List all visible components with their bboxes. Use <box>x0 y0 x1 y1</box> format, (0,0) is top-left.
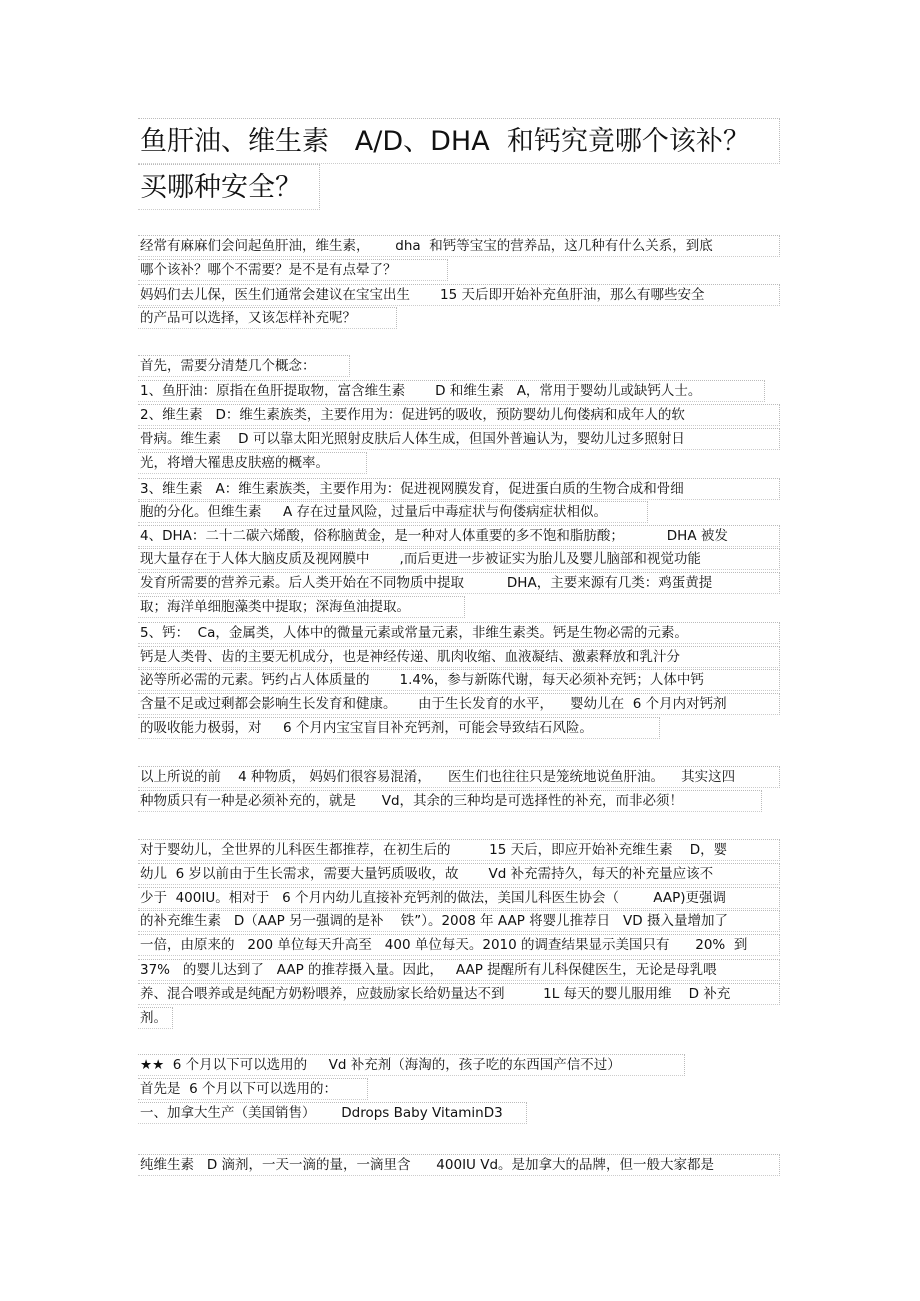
paragraph-line: 的吸收能力极弱，对 6 个月内宝宝盲目补充钙剂，可能会导致结石风险。 <box>138 717 660 739</box>
paragraph-line: 钙是人类骨、齿的主要无机成分，也是神经传递、肌肉收缩、血液凝结、激素释放和乳汁分 <box>138 646 780 668</box>
paragraph-line: 养、混合喂养或是纯配方奶粉喂养，应鼓励家长给奶量达不到 1L 每天的婴儿服用维 D 补充 <box>138 983 780 1005</box>
paragraph-line: 泌等所必需的元素。钙约占人体质量的 1.4%，参与新陈代谢，每天必须补充钙；人体中钙 <box>138 669 780 691</box>
paragraph-line: 经常有麻麻们会问起鱼肝油，维生素， dha 和钙等宝宝的营养品，这几种有什么关系，到底 <box>138 235 780 257</box>
paragraph-line: 4、DHA：二十二碳六烯酸，俗称脑黄金，是一种对人体重要的多不饱和脂肪酸； DHA 被发 <box>138 525 780 547</box>
paragraph-line: 剂。 <box>138 1007 173 1029</box>
paragraph-line: 妈妈们去儿保，医生们通常会建议在宝宝出生 15 天后即开始补充鱼肝油，那么有哪些安全 <box>138 284 780 306</box>
paragraph-line: 发育所需要的营养元素。后人类开始在不同物质中提取 DHA，主要来源有几类：鸡蛋黄提 <box>138 572 780 594</box>
paragraph-line: 以上所说的前 4 种物质， 妈妈们很容易混淆， 医生们也往往只是笼统地说鱼肝油。 其实这四 <box>138 766 780 788</box>
paragraph-line: 一倍，由原来的 200 单位每天升高至 400 单位每天。2010 的调查结果显示美国只有 20% 到 <box>138 934 780 956</box>
paragraph-line: 一、加拿大生产（美国销售） Ddrops Baby VitaminD3 <box>138 1102 527 1124</box>
paragraph-line: ★★ 6 个月以下可以选用的 Vd 补充剂（海淘的，孩子吃的东西国产信不过） <box>138 1054 685 1076</box>
paragraph-line: 幼儿 6 岁以前由于生长需求，需要大量钙质吸收，故 Vd 补充需持久，每天的补充量应该不 <box>138 863 780 885</box>
paragraph-line: 3、维生素 A：维生素族类，主要作用为：促进视网膜发育，促进蛋白质的生物合成和骨细 <box>138 478 780 500</box>
paragraph-line: 骨病。维生素 D 可以靠太阳光照射皮肤后人体生成，但国外普遍认为，婴幼儿过多照射日 <box>138 428 780 450</box>
paragraph-line: 1、鱼肝油：原指在鱼肝提取物，富含维生素 D 和维生素 A，常用于婴幼儿或缺钙人士。 <box>138 380 765 402</box>
paragraph-line: 取；海洋单细胞藻类中提取；深海鱼油提取。 <box>138 596 465 618</box>
paragraph-line: 首先是 6 个月以下可以选用的： <box>138 1078 368 1100</box>
paragraph-line: 哪个该补？哪个不需要？是不是有点晕了？ <box>138 259 448 281</box>
paragraph-line: 的补充维生素 D（AAP 另一强调的是补 铁”）。2008 年 AAP 将婴儿推荐日 VD 摄入量增加了 <box>138 910 780 932</box>
paragraph-line: 胞的分化。但维生素 A 存在过量风险，过量后中毒症状与佝偻病症状相似。 <box>138 501 648 523</box>
paragraph-line: 纯维生素 D 滴剂，一天一滴的量，一滴里含 400IU Vd。是加拿大的品牌，但一般大家都是 <box>138 1154 780 1176</box>
paragraph-line: 少于 400IU。相对于 6 个月内幼儿直接补充钙剂的做法，美国儿科医生协会（ AAP)更强调 <box>138 887 780 909</box>
paragraph-line: 种物质只有一种是必须补充的，就是 Vd，其余的三种均是可选择性的补充，而非必须！ <box>138 790 762 812</box>
paragraph-line: 对于婴幼儿，全世界的儿科医生都推荐，在初生后的 15 天后，即应开始补充维生素 D，婴 <box>138 839 780 861</box>
paragraph-line: 光，将增大罹患皮肤癌的概率。 <box>138 452 367 474</box>
paragraph-line: 含量不足或过剩都会影响生长发育和健康。 由于生长发育的水平， 婴幼儿在 6 个月内对钙剂 <box>138 693 780 715</box>
paragraph-line: 现大量存在于人体大脑皮质及视网膜中 ,而后更进一步被证实为胎儿及婴儿脑部和视觉功能 <box>138 548 780 570</box>
paragraph-line: 37% 的婴儿达到了 AAP 的推荐摄入量。因此， AAP 提醒所有儿科保健医生，无论是母乳喂 <box>138 959 780 981</box>
document-title-line: 买哪种安全？ <box>138 164 320 210</box>
paragraph-line: 首先，需要分清楚几个概念： <box>138 355 350 377</box>
paragraph-line: 的产品可以选择，又该怎样补充呢？ <box>138 307 397 329</box>
paragraph-line: 2、维生素 D：维生素族类，主要作用为：促进钙的吸收，预防婴幼儿佝偻病和成年人的软 <box>138 404 780 426</box>
document-title-line: 鱼肝油、维生素 A/D、DHA 和钙究竟哪个该补？ <box>138 118 780 164</box>
paragraph-line: 5、钙： Ca，金属类，人体中的微量元素或常量元素，非维生素类。钙是生物必需的元素。 <box>138 622 780 644</box>
